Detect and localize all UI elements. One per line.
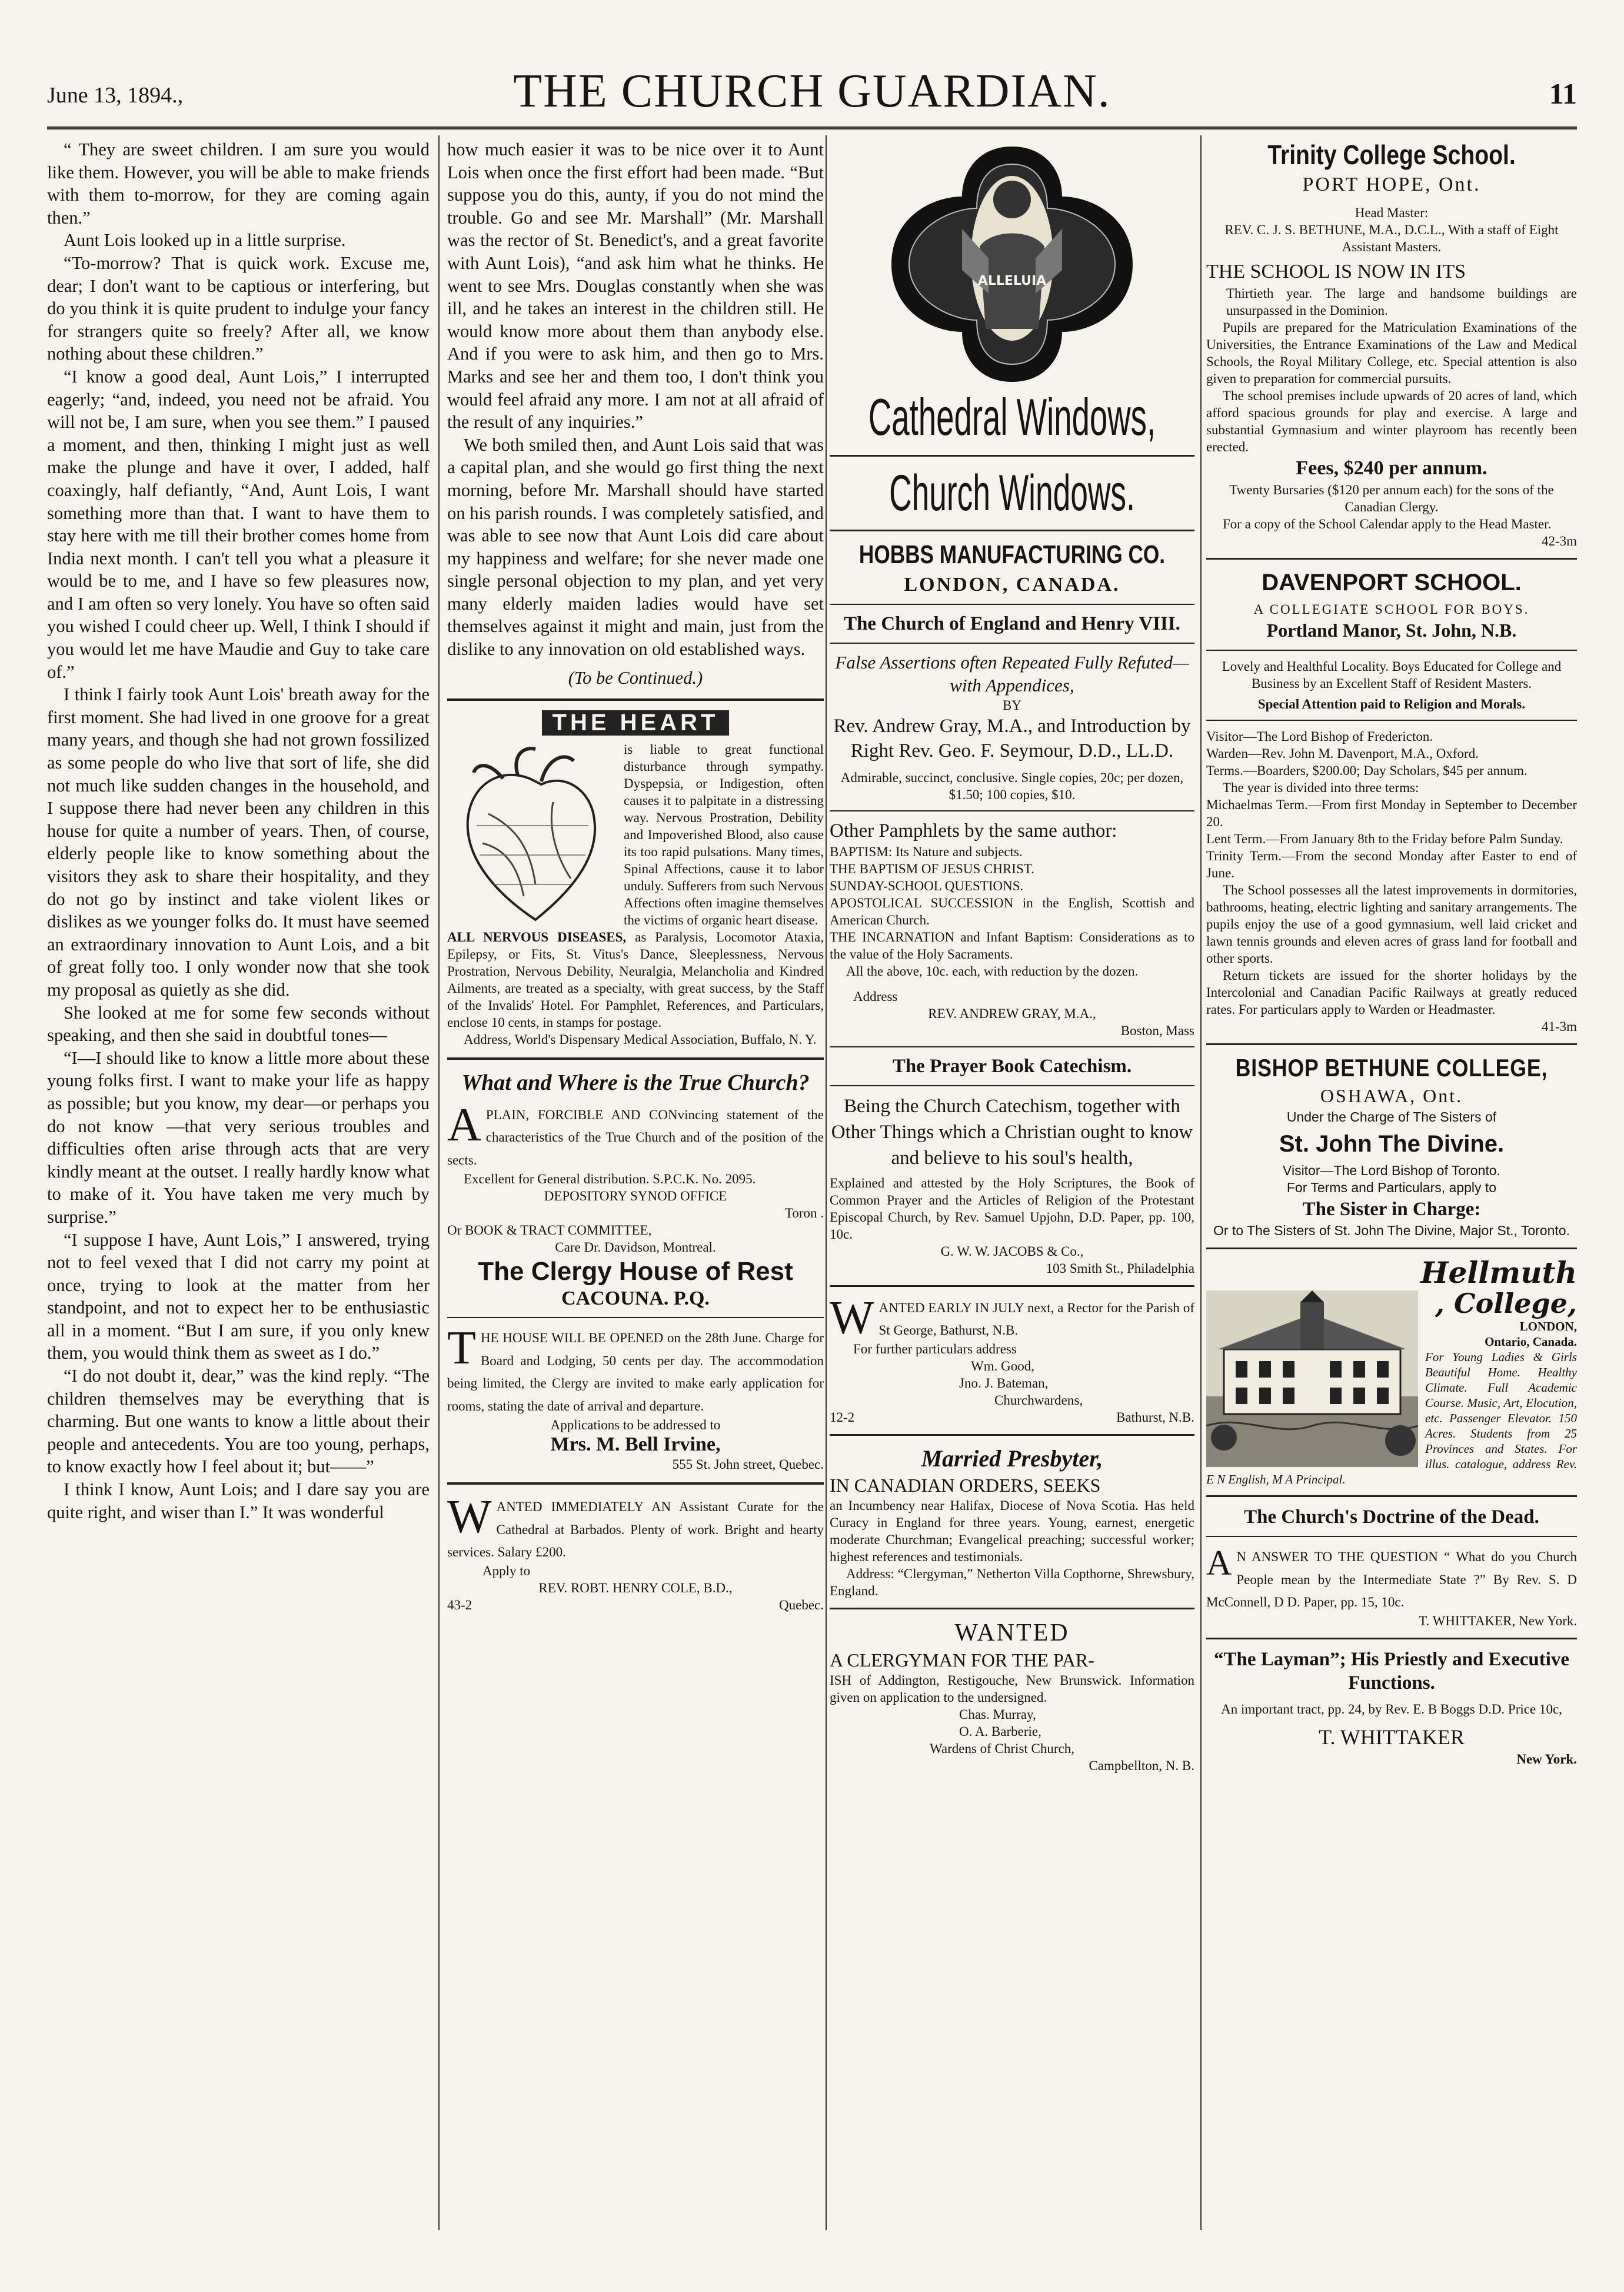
- divider: [447, 698, 824, 701]
- story-paragraph: She looked at me for some few seconds without speaking, and then she said in doubtful tones—: [47, 1002, 430, 1046]
- bishop-bethune-saint: St. John The Divine.: [1279, 1131, 1505, 1157]
- married-presbyter-text: an Incumbency near Halifax, Diocese of Nova Scotia. Has held Curacy in England for three years. Young, earnest, energetic moderate Churchman; Evangelical preaching; successful worker; highest references and testimonials.: [830, 1498, 1194, 1564]
- clergy-house-ad: [447, 1256, 824, 1473]
- story-paragraph: I think I know, Aunt Lois; and I dare say you are quite right, and wiser than I.” It was wonderful: [47, 1479, 430, 1522]
- davenport-visitor: Visitor—The Lord Bishop of Fredericton.: [1206, 729, 1433, 744]
- wanted-text: ISH of Addington, Restigouche, New Brunswick. Information given on application to the undersigned.: [830, 1672, 1194, 1705]
- layman-publisher: T. WHITTAKER: [1319, 1725, 1465, 1749]
- ad-city: Bathurst, N.B.: [1116, 1409, 1194, 1425]
- wanted-clergyman-ad: [830, 1618, 1194, 1774]
- divider: [830, 1085, 1194, 1086]
- trinity-fees: Fees, $240 per annum.: [1296, 457, 1487, 479]
- divider: [830, 810, 1194, 811]
- bishop-bethune-title: BISHOP BETHUNE COLLEGE,: [1235, 1054, 1548, 1082]
- apply-to: Apply to: [482, 1563, 531, 1578]
- doctrine-title: The Church's Doctrine of the Dead.: [1244, 1506, 1539, 1528]
- divider: [1206, 1248, 1577, 1249]
- divider: [830, 455, 1194, 457]
- layman-ad: [1206, 1648, 1577, 1768]
- book-tract-committee: Or BOOK & TRACT COMMITTEE,: [447, 1222, 652, 1238]
- divider: [1206, 720, 1577, 721]
- warden-role: Churchwardens,: [994, 1392, 1083, 1408]
- bishop-bethune-sister: The Sister in Charge:: [1302, 1199, 1481, 1220]
- column-3: [830, 138, 1194, 2257]
- depository-office: DEPOSITORY SYNOD OFFICE: [544, 1188, 727, 1203]
- divider: [447, 1482, 824, 1485]
- gray-city: Boston, Mass: [1120, 1023, 1194, 1038]
- heart-ad: [447, 710, 824, 1048]
- warden-role: Wardens of Christ Church,: [930, 1741, 1074, 1756]
- divider: [830, 1285, 1194, 1287]
- ad-number: 42-3m: [1541, 534, 1577, 548]
- rev-cole: REV. ROBT. HENRY COLE, B.D.,: [538, 1580, 733, 1595]
- hobbs-city: LONDON, CANADA.: [904, 574, 1120, 596]
- bishop-bethune-or: Or to The Sisters of St. John The Divine, Major St., Toronto.: [1213, 1223, 1570, 1238]
- by-label: BY: [1003, 697, 1021, 713]
- hellmuth-city: LONDON,: [1519, 1319, 1577, 1333]
- davenport-text: Lovely and Healthful Locality. Boys Educated for College and Business by an Excellent Staff of Resident Masters.: [1222, 659, 1562, 691]
- true-church-text: PLAIN, FORCIBLE AND CONvincing statement of the characteristics of the True Church and of the position of the sects.: [447, 1107, 824, 1168]
- davenport-subtitle: A COLLEGIATE SCHOOL FOR BOYS.: [1253, 602, 1530, 617]
- henry-viii-author: Rev. Andrew Gray, M.A., and Introduction by Right Rev. Geo. F. Seymour, D.D., LL.D.: [833, 715, 1191, 761]
- story-paragraph: “I suppose I have, Aunt Lois,” I answered, trying not to feel vexed that I did not carry my point at once, trying to look at the matter from her standpoint, and not to expect her to be enthusiastic all in a moment. “But I am sure, if you only knew them, you would think them as sweet as I do.”: [47, 1229, 430, 1363]
- wanted-july-text: ANTED EARLY IN JULY next, a Rector for the Parish of St George, Bathurst, N.B.: [878, 1300, 1194, 1338]
- medallion-text: ALLELUIA: [977, 274, 1047, 288]
- doctrine-publisher: T. WHITTAKER, New York.: [1419, 1613, 1577, 1628]
- heart-banner: THE HEART: [542, 710, 730, 736]
- toronto-label: Toron .: [784, 1205, 824, 1220]
- divider: [830, 643, 1194, 644]
- trinity-bursaries: Twenty Bursaries ($120 per annum each) for the sons of the Canadian Clergy.: [1229, 483, 1554, 514]
- davenport-warden: Warden—Rev. John M. Davenport, M.A., Oxford.: [1206, 746, 1479, 761]
- davenport-text: The School possesses all the latest improvements in dormitories, bathrooms, heating, electric lighting and sanitary arrangements. The pupils enjoy the use of a good gymnasium, well laid cricket and lawn tennis grounds and eleven acres of grass land for football and other sports.: [1206, 883, 1577, 966]
- ad-number: 43-2: [447, 1597, 472, 1612]
- hellmuth-text: For Young Ladies & Girls Beautiful Home. Healthy Climate. Full Academic Course. Music, Art, Elocution, etc. Passenger Elevator. 150 Acres. Students from 25 Provinces and States. For illus. catalogue, address Rev. E N English, M A Principal.: [1206, 1350, 1577, 1486]
- pamphlet-item: THE INCARNATION and Infant Baptism: Considerations as to the value of the Holy Sacraments.: [830, 929, 1194, 962]
- warden-name: Chas. Murray,: [959, 1706, 1036, 1722]
- henry-viii-ad: [830, 612, 1194, 1039]
- college-building-icon: [1206, 1290, 1418, 1467]
- applications-line: Applications to be addressed to: [550, 1417, 721, 1432]
- true-church-ad: [447, 1069, 824, 1256]
- story-paragraph: “ They are sweet children. I am sure you would like them. However, you will be able to make friends with them to-morrow, for they are coming again then.”: [47, 139, 430, 228]
- hobbs-company: HOBBS MANUFACTURING CO.: [858, 540, 1166, 569]
- warden-name: Wm. Good,: [971, 1358, 1034, 1373]
- divider: [830, 1434, 1194, 1436]
- davenport-term: Lent Term.—From January 8th to the Friday before Palm Sunday.: [1206, 831, 1563, 846]
- contact-street: 555 St. John street, Quebec.: [672, 1457, 824, 1472]
- davenport-place: Portland Manor, St. John, N.B.: [1266, 620, 1517, 641]
- column-2: [447, 138, 824, 2257]
- hellmuth-title: Hellmuth: [1420, 1258, 1577, 1290]
- wanted-july-ad: [830, 1292, 1194, 1426]
- warden-name: Jno. J. Bateman,: [959, 1375, 1049, 1390]
- divider: [447, 1057, 824, 1060]
- trinity-place: PORT HOPE, Ont.: [1302, 174, 1481, 195]
- dropcap: W: [830, 1292, 874, 1344]
- married-presbyter-ad: [830, 1444, 1194, 1599]
- prayer-book-ad: [830, 1054, 1194, 1277]
- clergy-house-title: The Clergy House of Rest: [478, 1256, 793, 1286]
- head-master-name: REV. C. J. S. BETHUNE, M.A., D.C.L., With a staff of Eight Assistant Masters.: [1224, 222, 1559, 254]
- masthead: [47, 65, 1577, 129]
- masthead-rule: [47, 127, 1577, 129]
- divider: [1206, 1495, 1577, 1497]
- trinity-title: Trinity College School.: [1267, 139, 1516, 170]
- story-column-1: [47, 138, 430, 2257]
- pamphlet-item: THE BAPTISM OF JESUS CHRIST.: [830, 861, 1034, 876]
- divider: [1206, 1638, 1577, 1639]
- henry-viii-subtitle: False Assertions often Repeated Fully Refuted—with Appendices,: [835, 651, 1189, 696]
- trinity-text: The school premises include upwards of 20 acres of land, which afford spacious grounds for play and exercise. A large and substantial Gymnasium and winter playroom has recently been erected.: [1206, 388, 1577, 454]
- hellmuth-province: Ontario, Canada.: [1485, 1335, 1577, 1349]
- care-of-line: Care Dr. Davidson, Montreal.: [555, 1239, 716, 1255]
- trinity-text: Pupils are prepared for the Matriculation Examinations of the Universities, the Entrance Examinations of the Law and Medical Schools, the Royal Military College, etc. Special attention is also given to preparation for commercial pursuits.: [1206, 320, 1577, 386]
- gray-name: REV. ANDREW GRAY, M.A.,: [928, 1006, 1096, 1021]
- davenport-terms: Terms.—Boarders, $200.00; Day Scholars, $45 per annum.: [1206, 763, 1528, 778]
- pamphlet-item: All the above, 10c. each, with reduction by the dozen.: [846, 963, 1139, 979]
- bishop-bethune-place: OSHAWA, Ont.: [1320, 1085, 1463, 1106]
- clergy-house-place: CACOUNA. P.Q.: [561, 1287, 710, 1309]
- true-church-title: What and Where is the True Church?: [461, 1070, 810, 1095]
- to-be-continued: (To be Continued.): [568, 667, 703, 688]
- layman-text: An important tract, pp. 24, by Rev. E. B Boggs D.D. Price 10c,: [1221, 1701, 1562, 1716]
- layman-title: “The Layman”; His Priestly and Executive Functions.: [1213, 1648, 1570, 1694]
- wanted-title: WANTED: [954, 1619, 1070, 1646]
- story-paragraph: “I—I should like to know a little more about these young folks first. I want to make your life as happy as possible; but you know, my dear—or perhaps you do not know —that very serious troubles and difficulties often arise through acts that are very kindly meant at the outset. I really hardly know what to make of it. You have taken me very much by surprise.”: [47, 1047, 430, 1227]
- prayer-book-title: The Prayer Book Catechism.: [892, 1055, 1132, 1077]
- pamphlet-item: BAPTISM: Its Nature and subjects.: [830, 844, 1023, 859]
- column-rule: [438, 135, 440, 2230]
- warden-name: O. A. Barberie,: [959, 1724, 1041, 1739]
- column-4: [1206, 138, 1577, 2257]
- doctrine-ad: [1206, 1505, 1577, 1629]
- dropcap: W: [447, 1491, 492, 1543]
- divider: [1206, 1536, 1577, 1537]
- story-paragraph: “To-morrow? That is quick work. Excuse me, dear; I don't want to be captious or interfering, but do you think it is quite prudent to indulge your fancy for strangers quite so freely? After all, we know nothing about these children.”: [47, 252, 430, 364]
- divider: [1206, 1043, 1577, 1045]
- jacobs-publisher: G. W. W. JACOBS & Co.,: [940, 1243, 1084, 1259]
- pamphlet-item: APOSTOLICAL SUCCESSION in the English, Scottish and American Church.: [830, 895, 1194, 927]
- doctrine-text: N ANSWER TO THE QUESTION “ What do you Church People mean by the Intermediate State ?” By Rev. S. D McConnell, D D. Paper, pp. 15, 10c.: [1206, 1549, 1577, 1610]
- column-rule: [826, 135, 827, 2230]
- ad-number: 12-2: [830, 1409, 855, 1425]
- page-number: 11: [1549, 77, 1577, 110]
- further-particulars: For further particulars address: [853, 1341, 1017, 1356]
- layman-city: New York.: [1516, 1751, 1577, 1767]
- hellmuth-college-ad: [1206, 1258, 1577, 1487]
- dropcap: A: [447, 1099, 481, 1151]
- curate-text: ANTED IMMEDIATELY AN Assistant Curate for the Cathedral at Barbados. Plenty of work. Bright and hearty services. Salary £200.: [447, 1499, 824, 1560]
- wanted-head: A CLERGYMAN FOR THE PAR-: [830, 1649, 1094, 1671]
- windows-ad: [830, 141, 1194, 597]
- davenport-special: Special Attention paid to Religion and Morals.: [1257, 697, 1526, 711]
- heart-ad-text: is liable to great functional disturbance through sympathy. Dyspepsia, or Indigestion, often causes it to palpitate in a distressing way. Nervous Prostration, Debility and Impoverished Blood, also cause its too rapid pulsations. Many times, Spinal Affections, cause it to labor unduly. Sufferers from such Nervous Affections often imagine themselves the victims of organic heart disease.: [624, 741, 824, 927]
- story-paragraph: We both smiled then, and Aunt Lois said that was a capital plan, and she would go first thing the next morning, before Mr. Marshall should have started on his parish rounds. I was completely satisfied, and was able to see now that Aunt Lois did care about my happiness and welfare; for she never made one single personal objection to my plan, and yet very many elderly maiden ladies would have set themselves against it might and main, just from the dislike to any innovation on old established ways.: [447, 434, 824, 660]
- divider: [830, 1046, 1194, 1047]
- issue-date: June 13, 1894.,: [47, 83, 184, 108]
- story-paragraph: how much easier it was to be nice over it to Aunt Lois when once the first effort had been made. “But suppose you do this, aunty, if you do not mind the trouble. Go and see Mr. Marshall” (Mr. Marshall was the rector of St. Benedict's, and a great favorite with Aunt Lois), “and ask him what he thinks. He went to see Mrs. Douglas constantly when she was ill, and he takes an interest in the children still. He would know more about them than anybody else. And if you were to ask him, and then go to Mrs. Marks and see her and them too, I don't think you would feel afraid any more. I am not at all afraid of the result of any inquiries.”: [447, 139, 824, 433]
- davenport-term: Trinity Term.—From the second Monday after Easter to end of June.: [1206, 849, 1577, 880]
- ad-city: Quebec.: [779, 1597, 824, 1612]
- stained-glass-window-icon: [886, 141, 1139, 388]
- hellmuth-college: , College,: [1435, 1288, 1577, 1319]
- trinity-calendar: For a copy of the School Calendar apply to the Head Master.: [1223, 517, 1552, 531]
- trinity-college-ad: [1206, 138, 1577, 550]
- contact-name: Mrs. M. Bell Irvine,: [550, 1433, 721, 1455]
- divider: [830, 530, 1194, 531]
- davenport-school-ad: [1206, 568, 1577, 1035]
- curate-wanted-ad: [447, 1491, 824, 1614]
- nervous-diseases-text: as Paralysis, Locomotor Ataxia, Epilepsy, or Fits, St. Vitus's Dance, Sleeplessness, Nervous Prostration, Nervous Debility, Neuralgia, Melancholia and Kindred Ailments, are treated as a specialty, with great success, by the Staff of the Invalids' Hotel. For Pamphlet, References, and Particulars, enclose 10 cents, in stamps for postage.: [447, 929, 824, 1030]
- davenport-year: The year is divided into three terms:: [1223, 780, 1419, 795]
- divider: [1206, 650, 1577, 651]
- davenport-title: DAVENPORT SCHOOL.: [1262, 570, 1522, 596]
- bishop-bethune-visitor: Visitor—The Lord Bishop of Toronto.: [1283, 1163, 1500, 1178]
- divider: [447, 1317, 824, 1318]
- column-rule: [1200, 135, 1202, 2230]
- dropcap: A: [1206, 1543, 1232, 1582]
- jacobs-address: 103 Smith St., Philadelphia: [1046, 1260, 1194, 1276]
- story-paragraph: “I do not doubt it, dear,” was the kind reply. “The children themselves may be everything that is charming. But one wants to know a little about their people and antecedents. You are too young, perhaps, to know exactly how I feel about it; but——”: [47, 1366, 430, 1477]
- prayer-book-text: Being the Church Catechism, together with Other Things which a Christian ought to know and believe to his soul's health,: [831, 1095, 1193, 1169]
- medical-association-address: Address, World's Dispensary Medical Association, Buffalo, N. Y.: [464, 1032, 817, 1047]
- married-presbyter-head: IN CANADIAN ORDERS, SEEKS: [830, 1474, 1101, 1496]
- story-paragraph: “I know a good deal, Aunt Lois,” I interrupted eagerly; “and, indeed, you need not be afraid. You will not be, I am sure, when you see them.” I paused a moment, and then, thinking I might just as well make the plunge and have it over, I added, half coaxingly, half defiantly, “And, Aunt Lois, I want something more than that. I want to have them to stay here with me till their brother comes home from India next month. I can't tell you what a pleasure it would be to me, and I have so few pleasures now, and I am often so very lonely. You have so often said you wished I could cheer up. Well, I think I should if you would let me have Maudie and Guy to take care of.”: [47, 366, 430, 682]
- dropcap: T: [447, 1322, 476, 1375]
- divider: [830, 604, 1194, 605]
- clergy-house-text: HE HOUSE WILL BE OPENED on the 28th June. Charge for Board and Lodging, 50 cents per day. The accommodation being limited, the Clergy are invited to make early application for rooms, stating the date of arrival and departure.: [447, 1330, 824, 1413]
- other-pamphlets: Other Pamphlets by the same author:: [830, 820, 1117, 841]
- nervous-diseases-heading: ALL NERVOUS DISEASES,: [447, 929, 627, 944]
- married-presbyter-title: Married Presbyter,: [921, 1445, 1103, 1472]
- distribution-line: Excellent for General distribution. S.P.C.K. No. 2095.: [464, 1171, 756, 1186]
- newspaper-title: THE CHURCH GUARDIAN.: [513, 65, 1111, 117]
- henry-viii-title: The Church of England and Henry VIII.: [844, 613, 1180, 634]
- bishop-bethune-ad: [1206, 1053, 1577, 1239]
- trinity-year-head: THE SCHOOL IS NOW IN ITS: [1206, 261, 1466, 282]
- prayer-book-details: Explained and attested by the Holy Scriptures, the Book of Common Prayer and the Articles of Religion of the Protestant Episcopal Church, by Rev. Samuel Upjohn, D.D. Paper, pp. 100, 10c.: [830, 1175, 1194, 1242]
- pamphlet-item: SUNDAY-SCHOOL QUESTIONS.: [830, 878, 1024, 893]
- head-master-label: Head Master:: [1355, 205, 1429, 220]
- henry-viii-price: Admirable, succinct, conclusive. Single copies, 20c; per dozen, $1.50; 100 copies, $10.: [840, 770, 1184, 802]
- church-windows: Church Windows.: [889, 465, 1135, 521]
- address-label: Address: [853, 989, 898, 1004]
- story-paragraph: Aunt Lois looked up in a little surprise.: [64, 230, 346, 251]
- heart-illustration-icon: [447, 743, 618, 926]
- story-paragraph: I think I fairly took Aunt Lois' breath away for the first moment. She had lived in one groove for a great many years, and though she had not grown fossilized as some people do who live that sort of life, she did not much like sudden changes in the household, and I suppose there had never been any children in this house for quite a number of years. Then, of course, elderly people like to know something about the visitors they ask to share their hospitality, and they do not go by instinct and take violent likes or dislikes as we younger folks do. It must have seemed an extraordinary innovation to Aunt Lois, and a bit of great folly too. I only wonder now that she took my proposal as quietly as she did.: [47, 684, 430, 1000]
- cathedral-windows: Cathedral Windows,: [868, 388, 1156, 446]
- davenport-term: Michaelmas Term.—From first Monday in September to December 20.: [1206, 797, 1577, 829]
- davenport-text: Return tickets are issued for the shorter holidays by the Intercolonial and Canadian Pacific Railways at greatly reduced rates. For particulars apply to Warden or Headmaster.: [1206, 968, 1577, 1017]
- ad-number: 41-3m: [1541, 1019, 1577, 1034]
- divider: [1206, 558, 1577, 560]
- divider: [830, 1608, 1194, 1609]
- bishop-bethune-terms: For Terms and Particulars, apply to: [1286, 1180, 1497, 1195]
- trinity-text: Thirtieth year. The large and handsome buildings are unsurpassed in the Dominion.: [1226, 286, 1577, 318]
- bishop-bethune-under: Under the Charge of The Sisters of: [1286, 1109, 1497, 1125]
- married-presbyter-address: Address: “Clergyman,” Netherton Villa Copthorne, Shrewsbury, England.: [830, 1566, 1194, 1598]
- ad-city: Campbellton, N. B.: [1089, 1758, 1194, 1773]
